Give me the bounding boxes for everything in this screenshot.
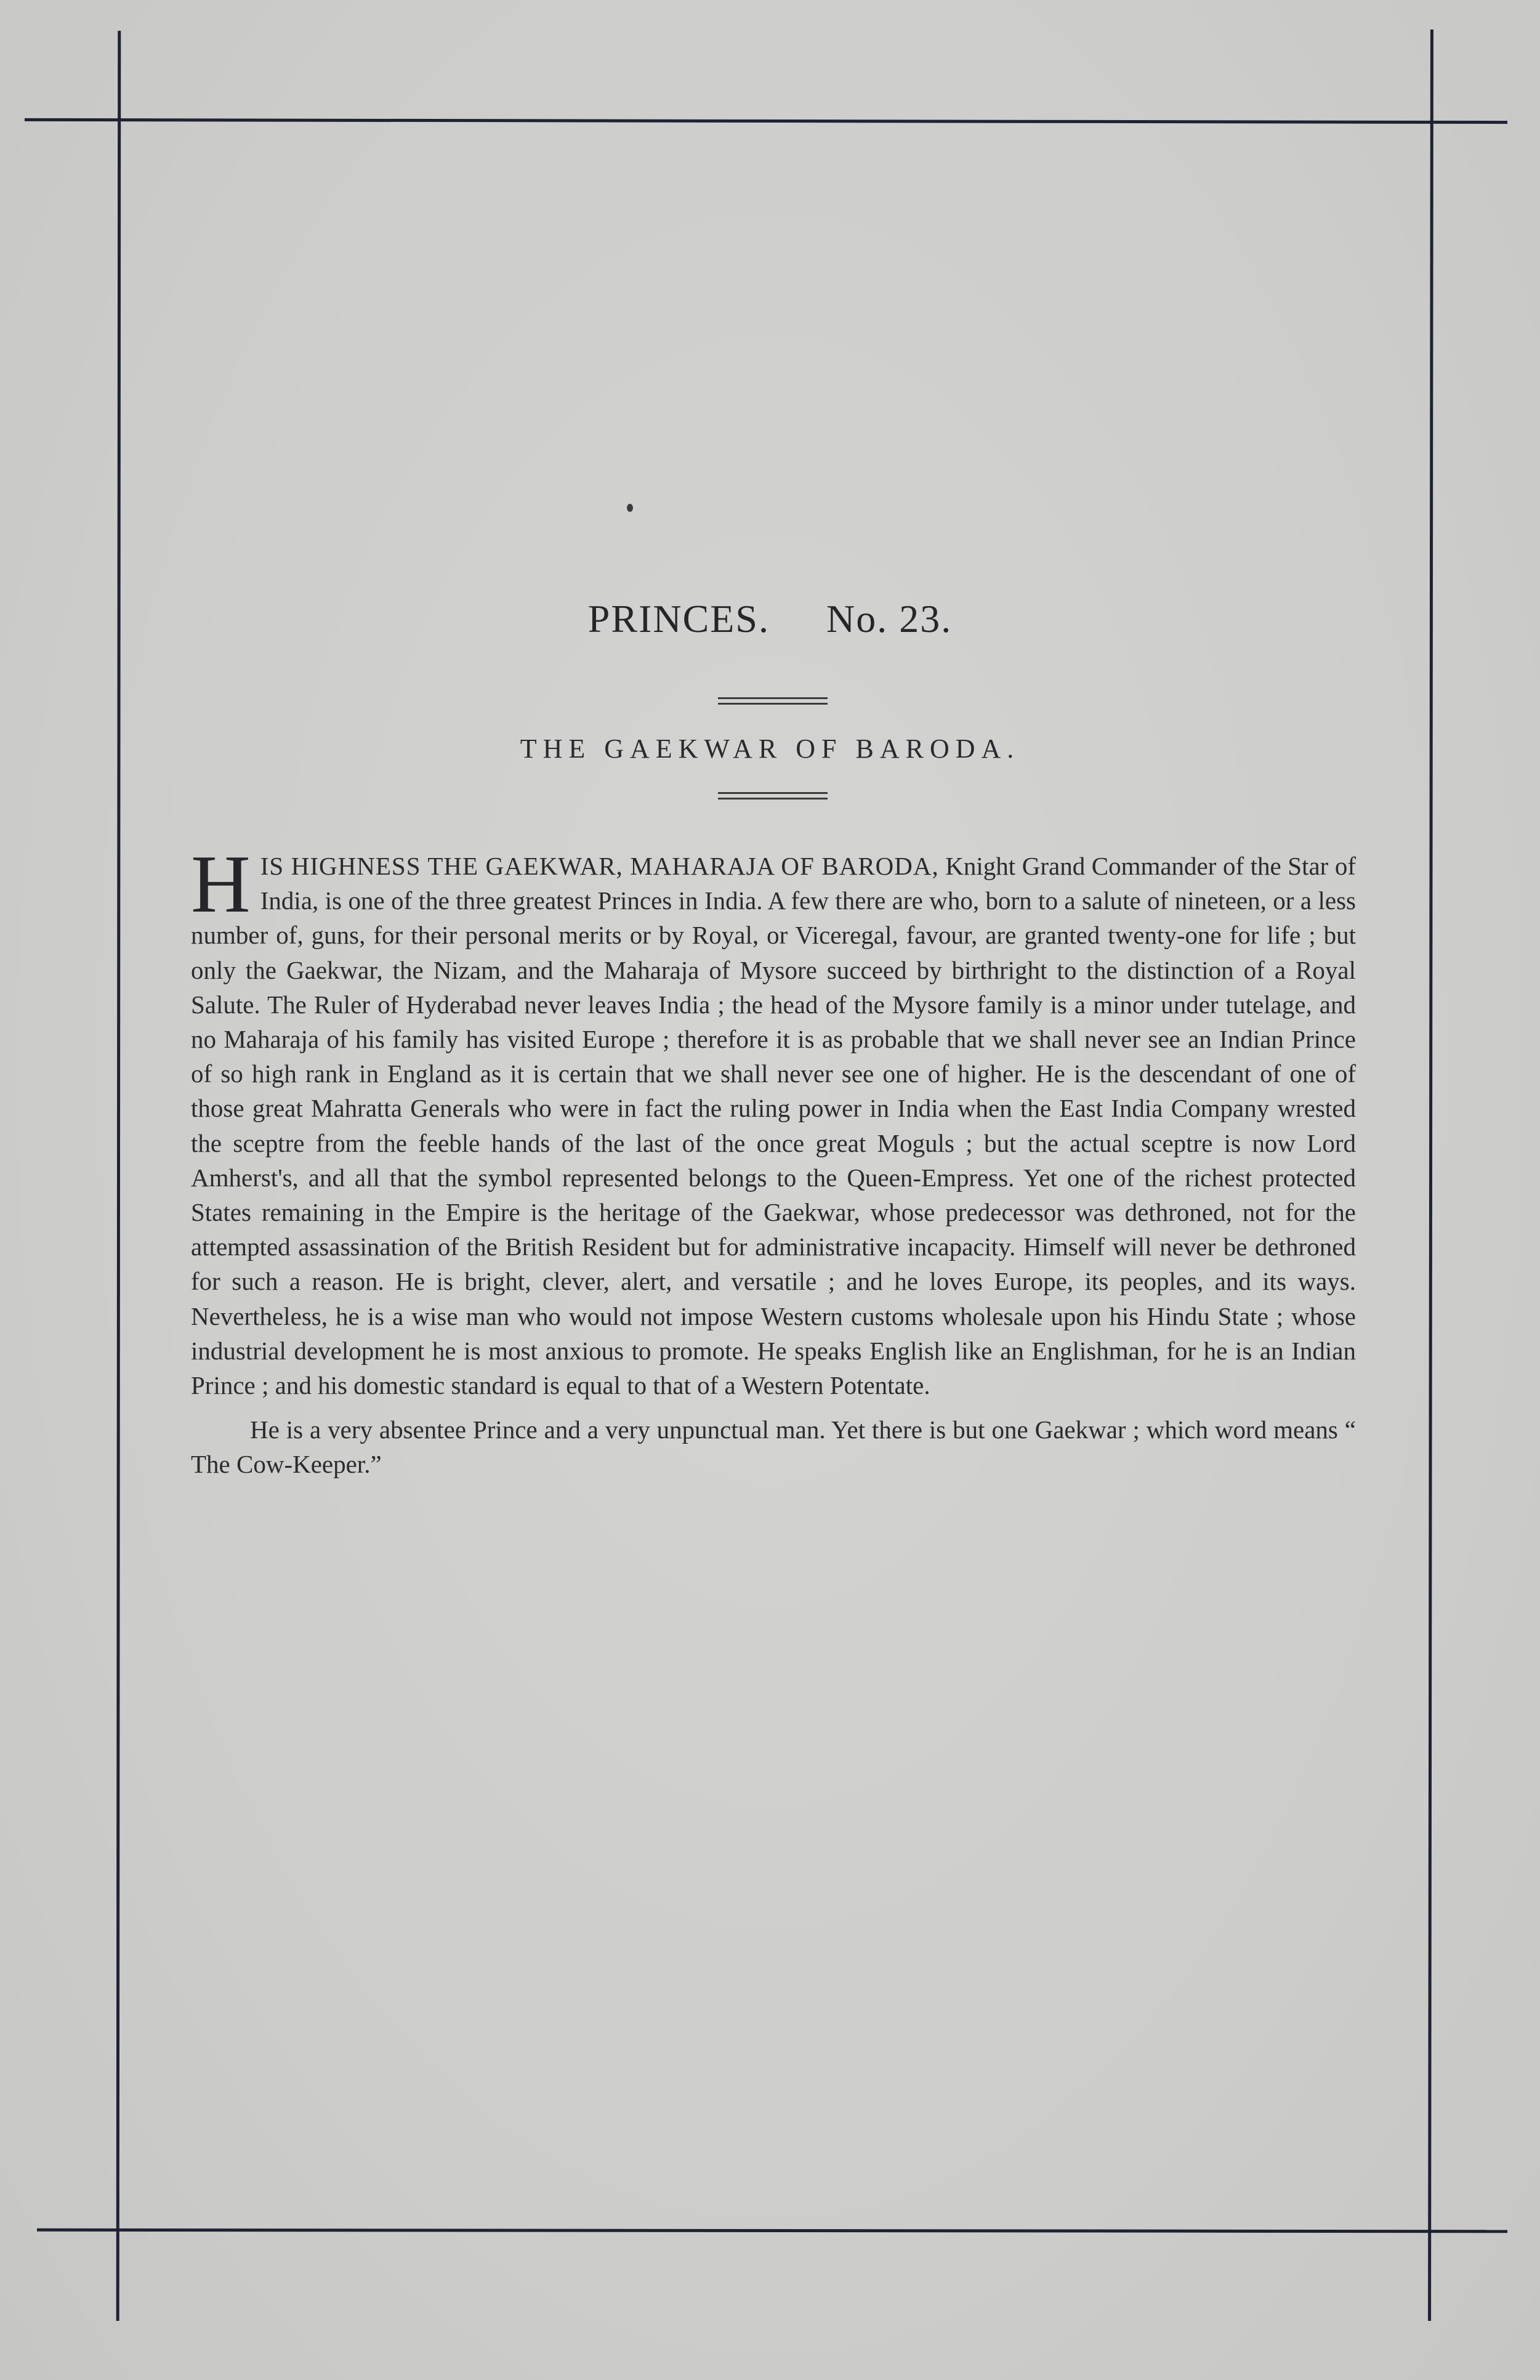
article-paragraph-1	[191, 838, 1357, 1402]
double-rule-upper	[718, 697, 828, 705]
lead-caps: IS HIGHNESS THE GAEKWAR, MAHARAJA OF BARODA,	[260, 852, 939, 880]
series-label: PRINCES.	[587, 597, 770, 641]
paragraph-1-text: Knight Grand Commander of the Star of India, is one of the three greatest Princes in India. A few there are who, born to a salute of nineteen, or a less number of, guns, for their personal merits or by Royal, or Viceregal, favour, are granted twenty-one for life ; but only the Gaekwar, the Nizam, and the Maharaja of Mysore succeed by birthright to the distinction of a Royal Salute. The Ruler of Hyderabad never leaves India ; the head of the Mysore family is a minor under tutelage, and no Maharaja of his family has visited Europe ; therefore it is as probable that we shall never see an Indian Prince of so high rank in England as it is certain that we shall never see one of higher. He is the descendant of one of those great Mahratta Generals who were in fact the ruling power in India when the East India Company wrested the sceptre from the feeble hands of the last of the once great Moguls ; but the actual sceptre is now Lord Amherst's, and all that the symbol represented belongs to the Queen-Empress. Yet one of the richest protected States remaining in the Empire is the heritage of the Gaekwar, whose predecessor was dethroned, not for the attempted assassination of the British Resident but for administrative incapacity. Himself will never be dethroned for such a reason. He is bright, clever, alert, and versatile ; and he loves Europe, its peoples, and its ways. Nevertheless, he is a wise man who would not impose Western customs wholesale upon his Hindu State ; whose industrial development he is most anxious to promote. He speaks English like an Englishman, for he is an Indian Prince ; and his domestic standard is equal to that of a Western Potentate.	[191, 852, 1357, 1400]
series-number: No. 23.	[826, 597, 953, 641]
page-title	[0, 596, 1540, 642]
double-rule-lower	[718, 792, 828, 799]
frame-rule-bottom	[37, 2228, 1507, 2233]
ink-speck	[627, 504, 633, 512]
frame-rule-left	[116, 31, 121, 2321]
article-subtitle: THE GAEKWAR OF BARODA.	[520, 734, 1020, 764]
article-paragraph-2: He is a very absentee Prince and a very unpunctual man. Yet there is but one Gaekwar ; which word means “ The Cow-Keeper.”	[191, 1415, 1356, 1479]
article-body	[191, 838, 1357, 1482]
drop-cap: H	[191, 838, 251, 929]
frame-rule-top	[25, 118, 1507, 124]
frame-rule-right	[1428, 30, 1433, 2321]
